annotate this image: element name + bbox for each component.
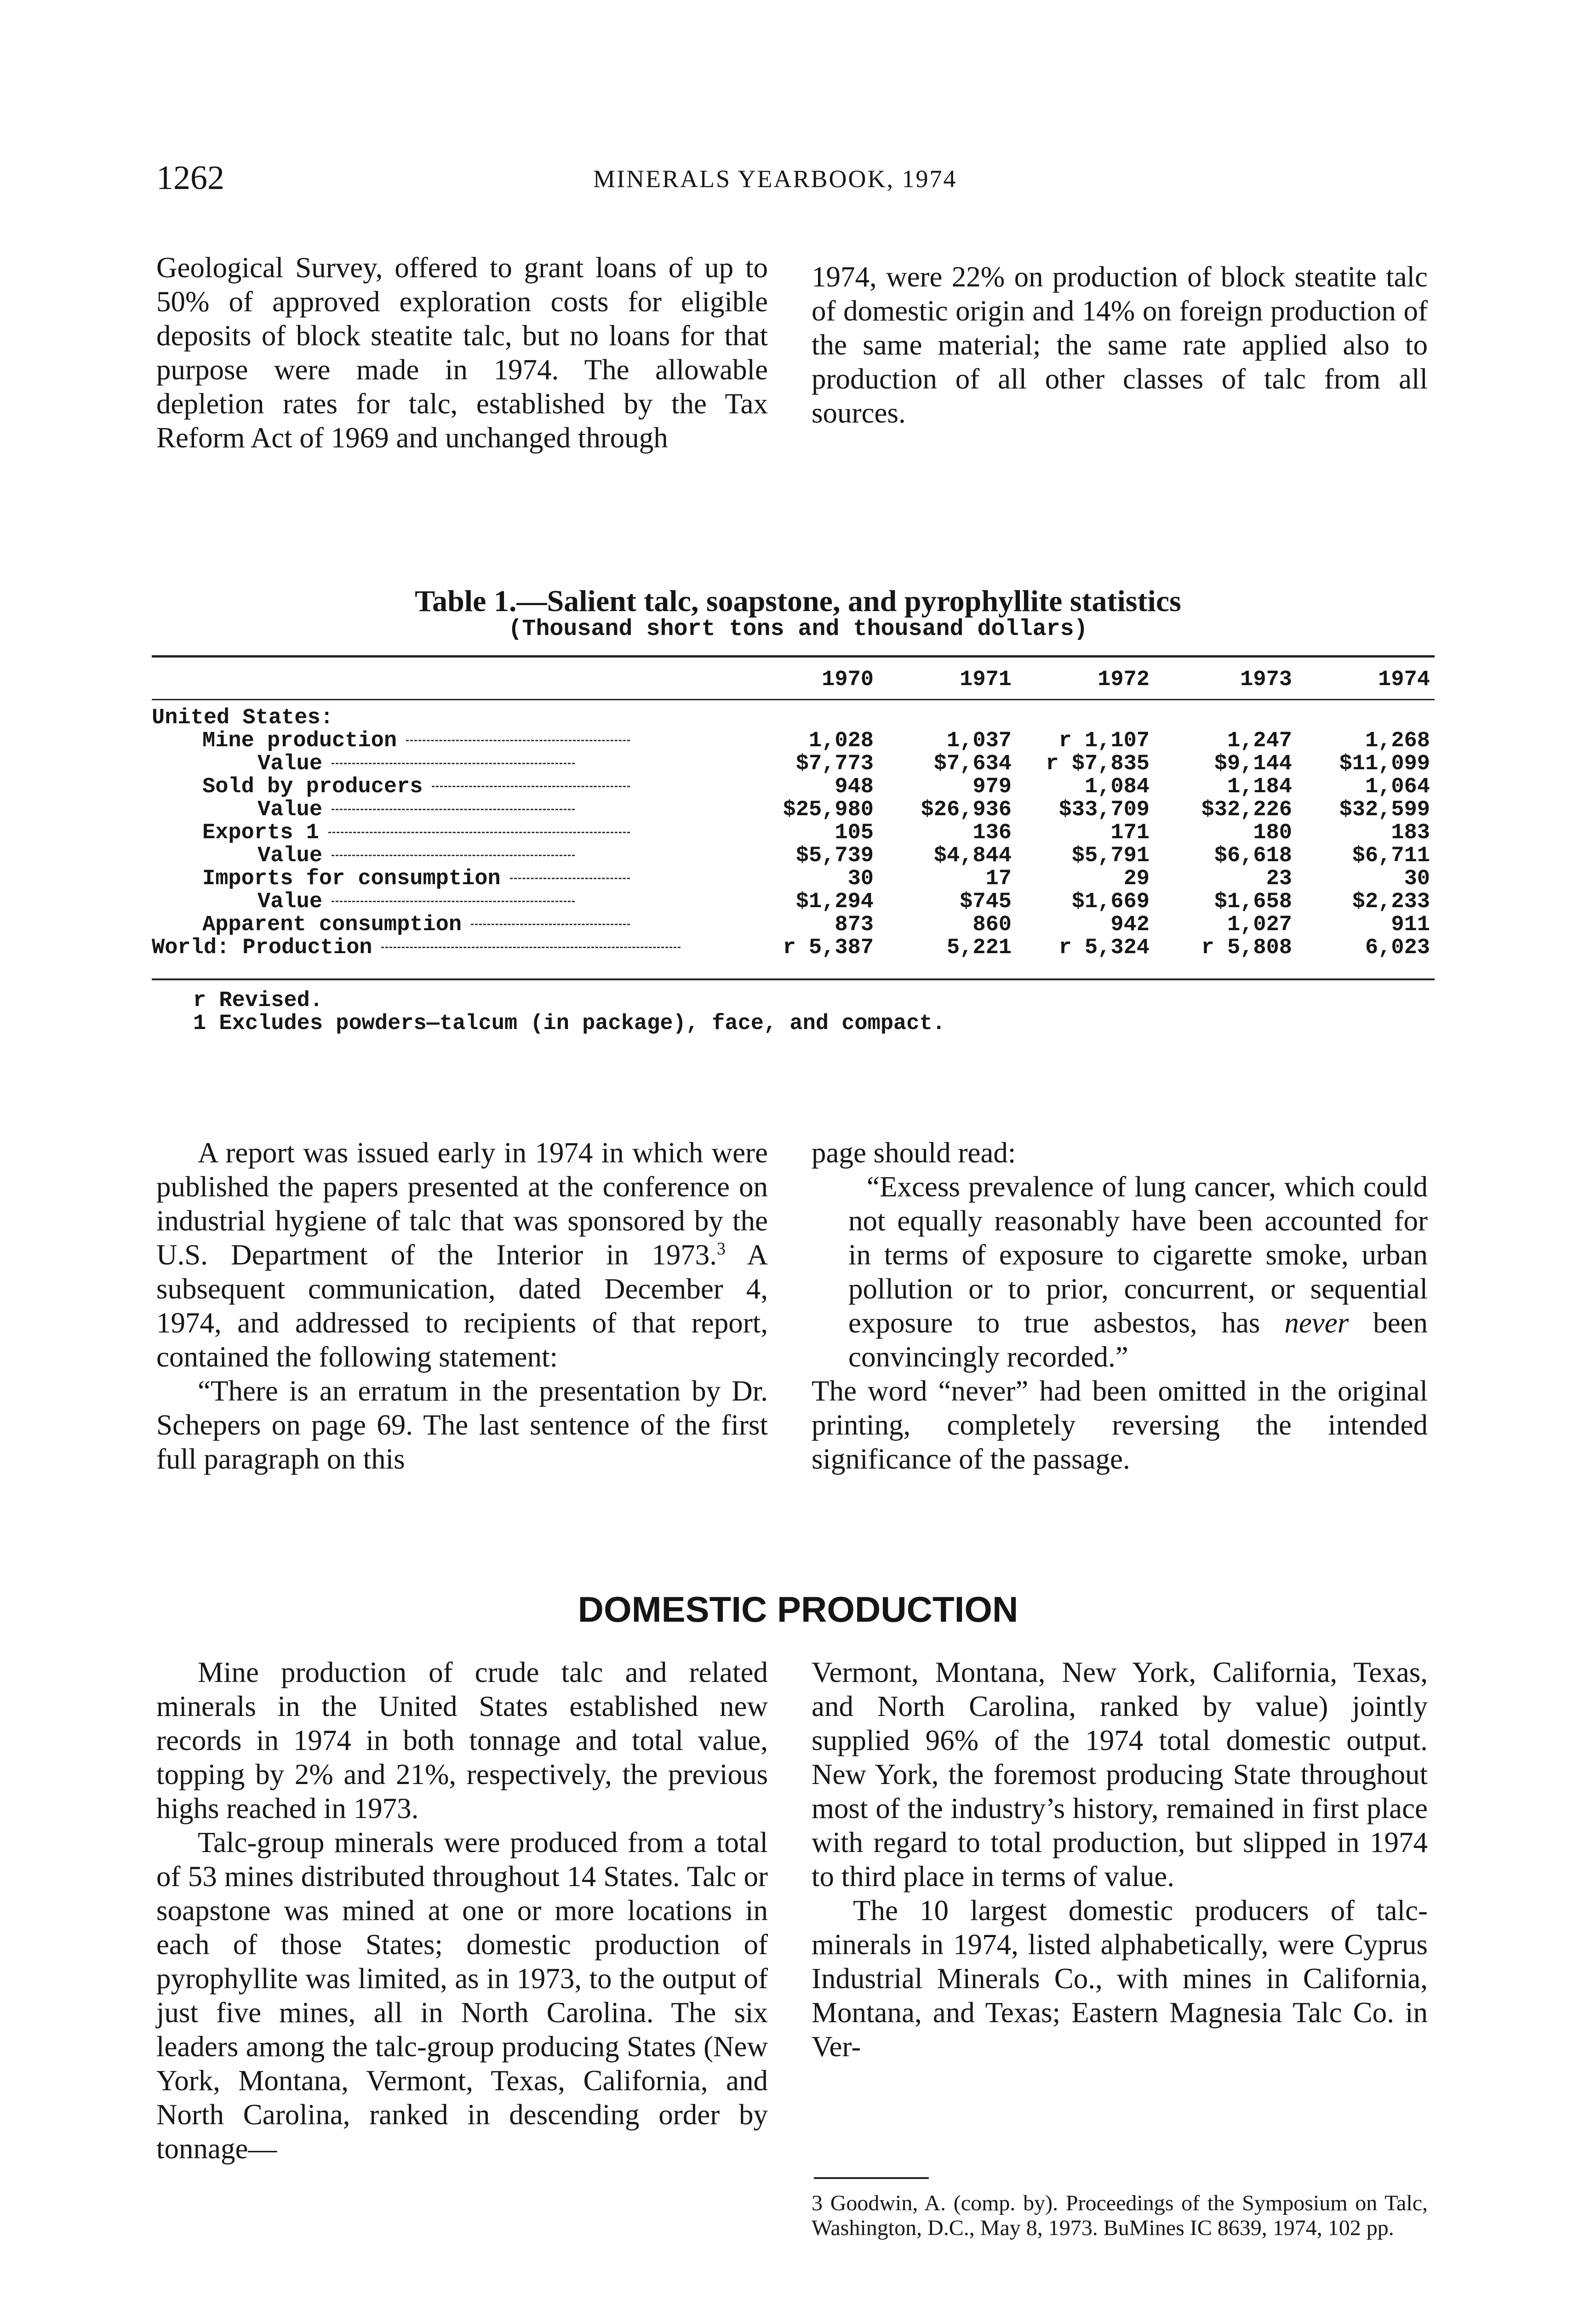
leader-rule — [332, 855, 575, 856]
report-right-column — [812, 1136, 1428, 1476]
table-cell: $1,658 — [1214, 890, 1292, 914]
intro-left-text: Geological Survey, offered to grant loans of up to 50% of approved exploration costs for eligible deposits of block steatite talc, but no loans for that purpose were made in 1974. The allowable depletion rates for talc, established by the Tax Reform Act of 1969 and unchanged through — [156, 252, 768, 454]
report-text-part-1: A report was issued early in 1974 in which were published the papers presented at the conference on industrial hygiene of talc that was sponsored by the U.S. Department of the Interior in 1973. — [156, 1137, 768, 1271]
leader-rule — [381, 947, 681, 948]
row-label: Exports 1 — [202, 821, 319, 845]
row-label: Value — [257, 752, 323, 776]
column-header: 1970 — [822, 668, 874, 692]
table-cell: $11,099 — [1339, 752, 1430, 776]
table-row — [152, 868, 1435, 891]
table-row — [152, 799, 1435, 822]
table-row — [152, 730, 1435, 753]
leader-rule — [510, 878, 630, 879]
table-cell: 979 — [972, 775, 1012, 799]
statistics-table — [152, 660, 1435, 960]
row-label: Value — [257, 844, 323, 868]
row-label-cell — [152, 730, 704, 753]
table-footnote-1: 1 Excludes powders—talcum (in package), face, and compact. — [193, 1012, 945, 1036]
table-cell: 171 — [1110, 821, 1150, 845]
section-left-paragraph-1: Mine production of crude talc and related minerals in the United States established new records in 1974 in both tonnage and total value, topping by 2% and 21%, respectively, the previous highs reached in 1973. — [156, 1656, 768, 1824]
table-title: Table 1.—Salient talc, soapstone, and pyrophyllite statistics — [415, 584, 1181, 618]
column-header: 1973 — [1240, 668, 1292, 692]
report-left-paragraph-2: “There is an erratum in the presentation by Dr. Schepers on page 69. The last sentence of the first full paragraph on this — [156, 1375, 768, 1475]
table-bottom-rule — [152, 978, 1435, 980]
table-cell — [1154, 707, 1297, 730]
table-row — [152, 937, 1435, 960]
table-cell: $1,294 — [795, 890, 874, 914]
report-left-column — [156, 1136, 768, 1476]
running-head: MINERALS YEARBOOK, 1974 — [593, 165, 957, 193]
leader-rule — [471, 924, 630, 925]
row-label: Mine production — [202, 729, 397, 753]
table-row — [152, 753, 1435, 776]
table-cell: 942 — [1110, 913, 1150, 937]
table-cell: $745 — [960, 890, 1012, 914]
table-cell — [878, 707, 1016, 730]
table-row — [152, 707, 1435, 730]
table-cell: r 1,107 — [1058, 729, 1150, 753]
table-footnote-revised: r Revised. — [193, 989, 323, 1013]
table-cell: $4,844 — [933, 844, 1012, 868]
row-label: Apparent consumption — [202, 913, 462, 937]
table-cell: 1,037 — [946, 729, 1012, 753]
leader-rule — [328, 832, 630, 833]
table-cell: 30 — [1404, 867, 1430, 891]
row-label-cell — [152, 799, 704, 822]
intro-right-column — [812, 260, 1428, 430]
table-cell: $1,669 — [1071, 890, 1150, 914]
table-cell: 105 — [835, 821, 874, 845]
table-top-rule — [152, 655, 1435, 658]
report-left-paragraph-1 — [156, 1136, 768, 1374]
table-cell: $32,599 — [1339, 798, 1430, 822]
table-cell: 1,184 — [1227, 775, 1292, 799]
row-label: Value — [257, 798, 323, 822]
report-right-paragraph-1: page should read: — [812, 1137, 1016, 1169]
footnote-3: 3 Goodwin, A. (comp. by). Proceedings of the Symposium on Talc, Washington, D.C., May 8, 1973. BuMines IC 8639, 1974, 102 pp. — [812, 2191, 1428, 2240]
row-label-cell — [152, 753, 704, 776]
table-cell: 873 — [835, 913, 874, 937]
table-cell: 180 — [1253, 821, 1292, 845]
report-text-part-2: A subsequent communication, dated December 4, 1974, and addressed to recipients of that report, contained the following statement: — [156, 1239, 768, 1373]
table-cell: 1,027 — [1227, 913, 1292, 937]
section-right-paragraph-1: Vermont, Montana, New York, California, Texas, and North Carolina, ranked by value) jointly supplied 96% of the 1974 total domestic output. New York, the foremost producing State throughout most of the industry’s history, remained in first place with regard to total production, but slipped in 1974 to third place in terms of value. — [812, 1656, 1428, 1893]
table-row — [152, 845, 1435, 868]
leader-rule — [332, 809, 575, 810]
row-label: Sold by producers — [202, 775, 423, 799]
table-cell: 5,221 — [946, 936, 1012, 960]
table-cell: $9,144 — [1214, 752, 1292, 776]
table-cell: $26,936 — [921, 798, 1012, 822]
table-cell: r $7,835 — [1046, 752, 1150, 776]
leader-rule — [406, 740, 630, 741]
section-right-paragraph-2: The 10 largest domestic producers of talc-minerals in 1974, listed alphabetically, were Cyprus Industrial Minerals Co., with mines in California, Montana, and Texas; Eastern Magnesia Talc Co. in Ver- — [812, 1894, 1428, 2063]
section-left-column — [156, 1655, 768, 2166]
footnote-ref-3: 3 — [716, 1239, 726, 1258]
section-heading: DOMESTIC PRODUCTION — [578, 1589, 1018, 1630]
table-cell: 1,064 — [1365, 775, 1430, 799]
table-cell: r 5,808 — [1201, 936, 1292, 960]
table-cell: $6,711 — [1352, 844, 1430, 868]
table-row — [152, 914, 1435, 937]
table-row — [152, 822, 1435, 845]
table-cell: 1,028 — [808, 729, 874, 753]
table-cell: 860 — [972, 913, 1012, 937]
table-cell: $33,709 — [1058, 798, 1150, 822]
leader-rule — [332, 763, 575, 764]
section-left-paragraph-2: Talc-group minerals were produced from a total of 53 mines distributed throughout 14 States. Talc or soapstone was mined at one or more locations in each of those States; domestic production of pyrophyllite was limited, as in 1973, to the output of just five mines, all in North Carolina. The six leaders among the talc-group producing States (New York, Montana, Vermont, Texas, California, and North Carolina, ranked in descending order by tonnage— — [156, 1826, 768, 2165]
intro-right-text: 1974, were 22% on production of block steatite talc of domestic origin and 14% on foreign production of the same material; the same rate applied also to production of all other classes of talc from all sources. — [812, 261, 1428, 429]
row-label: Value — [257, 890, 323, 914]
table-cell: $7,634 — [933, 752, 1012, 776]
table-cell: $5,791 — [1071, 844, 1150, 868]
page-number: 1262 — [156, 159, 224, 197]
table-header-row — [152, 660, 1435, 700]
table-cell: 183 — [1391, 821, 1430, 845]
table-cell: $2,233 — [1352, 890, 1430, 914]
report-right-paragraph-2: The word “never” had been omitted in the original printing, completely reversing the intended significance of the passage. — [812, 1375, 1428, 1475]
table-cell: 30 — [847, 867, 874, 891]
column-header: 1971 — [960, 668, 1012, 692]
table-cell: 17 — [985, 867, 1012, 891]
table-cell: 1,247 — [1227, 729, 1292, 753]
footnote-rule — [814, 2177, 929, 2179]
row-label: United States: — [152, 706, 333, 730]
row-label-cell — [152, 707, 704, 730]
leader-rule — [332, 901, 575, 902]
table-cell: 1,084 — [1084, 775, 1150, 799]
table-cell: 23 — [1266, 867, 1292, 891]
row-label: World: Production — [152, 936, 372, 960]
row-label-cell — [152, 937, 704, 960]
table-row — [152, 776, 1435, 799]
row-label-cell — [152, 845, 704, 868]
column-header: 1974 — [1378, 668, 1430, 692]
table-cell — [704, 707, 878, 730]
row-label-cell — [152, 914, 704, 937]
table-cell: 6,023 — [1365, 936, 1430, 960]
row-label-cell — [152, 776, 704, 799]
row-label-cell — [152, 891, 704, 914]
row-label-cell — [152, 868, 704, 891]
table-cell: $5,739 — [795, 844, 874, 868]
column-header: 1972 — [1098, 668, 1150, 692]
table-header-label — [152, 660, 704, 700]
table-subtitle: (Thousand short tons and thousand dollars) — [508, 616, 1088, 642]
table-cell: $6,618 — [1214, 844, 1292, 868]
quote-text-1: “Excess prevalence of lung cancer, which could not equally reasonably have been accounted for in terms of exposure to cigarette smoke, urban pollution or to prior, concurrent, or sequential exposure to true asbestos, has — [848, 1171, 1428, 1339]
table-cell: $7,773 — [795, 752, 874, 776]
row-label-cell — [152, 822, 704, 845]
quote-emphasis: never — [1284, 1307, 1349, 1339]
table-cell: 911 — [1391, 913, 1430, 937]
report-quote — [848, 1170, 1428, 1374]
section-right-column — [812, 1655, 1428, 2064]
leader-rule — [432, 786, 630, 787]
row-label: Imports for consumption — [202, 867, 501, 891]
table-cell: 29 — [1123, 867, 1150, 891]
quote-text-2: been convincingly recorded.” — [848, 1307, 1428, 1373]
table-cell: 136 — [972, 821, 1012, 845]
table-cell: $25,980 — [783, 798, 874, 822]
table-cell: $32,226 — [1201, 798, 1292, 822]
table-cell: r 5,387 — [783, 936, 874, 960]
table-row — [152, 891, 1435, 914]
table-cell: 1,268 — [1365, 729, 1430, 753]
table-cell — [1016, 707, 1154, 730]
table-cell: r 5,324 — [1058, 936, 1150, 960]
table-cell: 948 — [835, 775, 874, 799]
table-cell — [1297, 707, 1435, 730]
intro-left-column — [156, 251, 768, 455]
